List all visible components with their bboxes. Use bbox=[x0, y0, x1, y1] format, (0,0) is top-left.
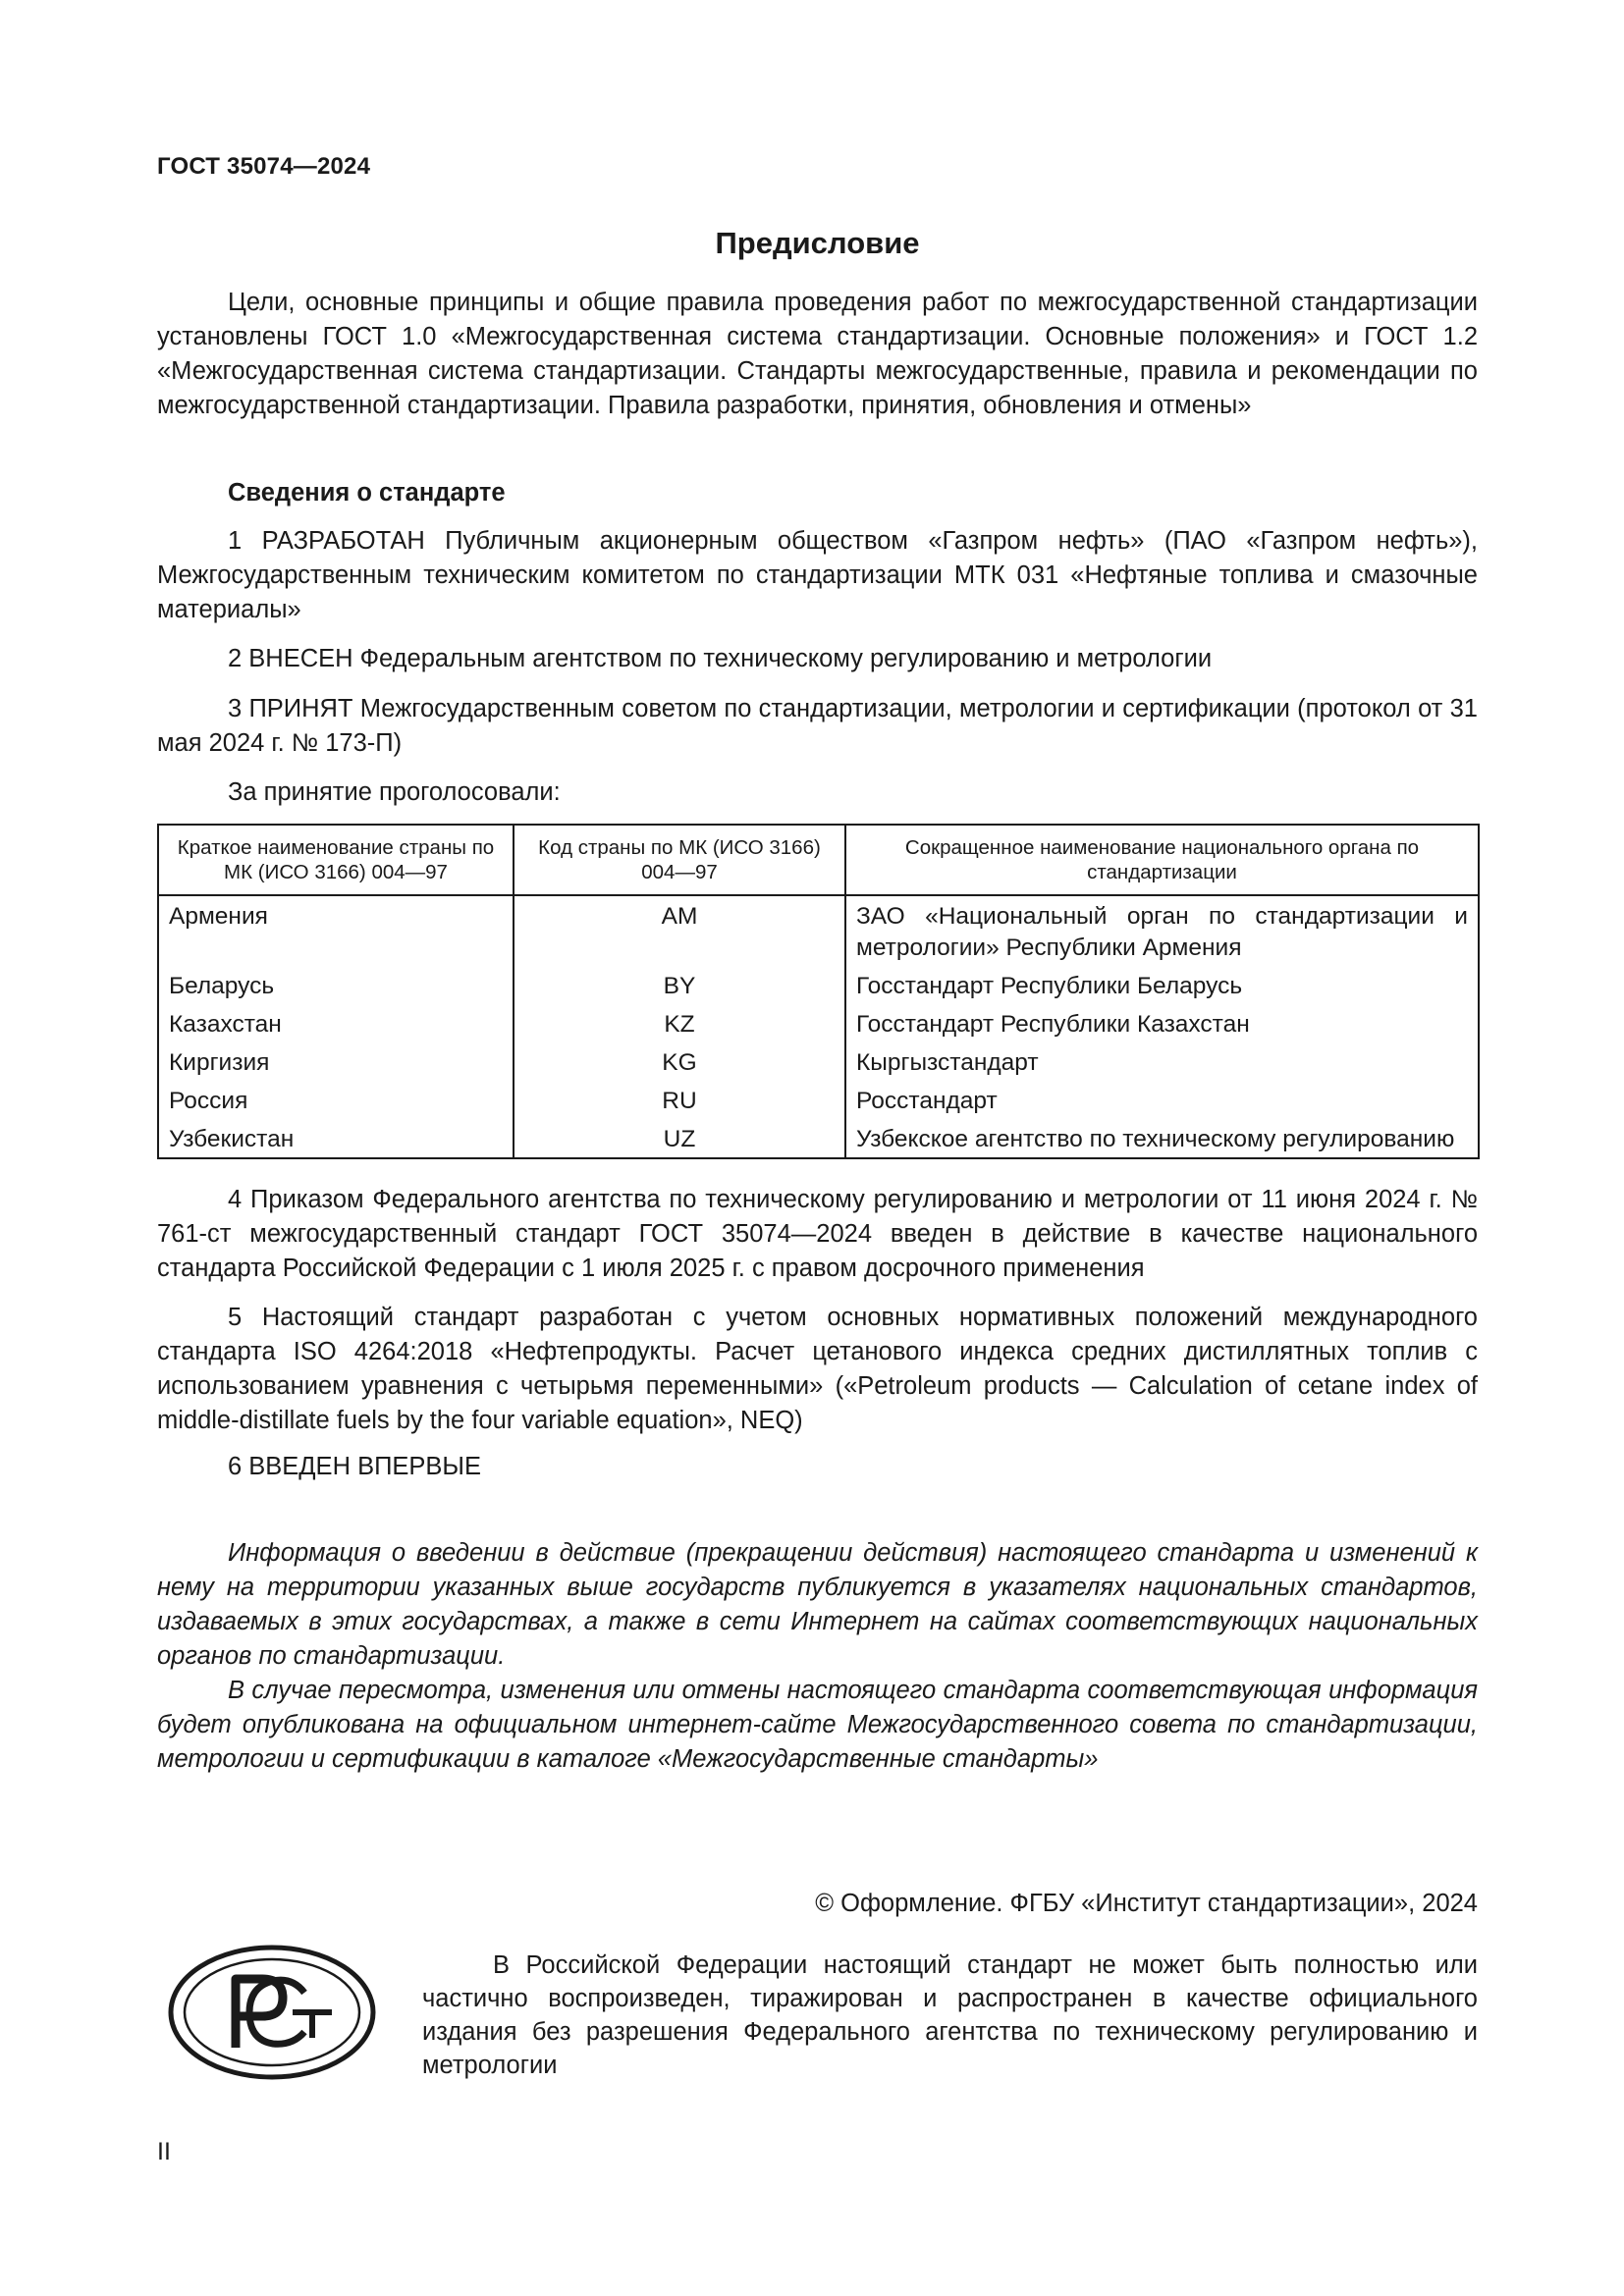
table-row bbox=[158, 966, 1479, 1004]
italic-note-1: Информация о введении в действие (прекращении действия) настоящего стандарта и изменений к нему на территории указанных выше государств публикуется в указателях национальных стандартов, издаваемых в этих государствах, а также в сети Интернет на сайтах соответствующих национальных органов по стандартизации. bbox=[157, 1539, 1478, 1670]
cell-organ: ЗАО «Национальный орган по стандартизации и метрологии» Республики Армения bbox=[845, 895, 1479, 966]
cell-country: Армения bbox=[158, 895, 514, 966]
cell-country: Узбекистан bbox=[158, 1119, 514, 1158]
cell-organ: Госстандарт Республики Казахстан bbox=[845, 1004, 1479, 1042]
table-header-organ: Сокращенное наименование национального органа по стандартизации bbox=[845, 825, 1479, 895]
rst-logo-icon bbox=[167, 1944, 378, 2081]
item-1-text: 1 РАЗРАБОТАН Публичным акционерным обществом «Газпром нефть» (ПАО «Газпром нефть»), Межгосударственным техническим комитетом по стандартизации МТК 031 «Нефтяные топлива и смазочные материалы» bbox=[157, 527, 1478, 623]
legal-text: В Российской Федерации настоящий стандарт не может быть полностью или частично воспроизведен, тиражирован и распространен в качестве официального издания без разрешения Федерального агентства по техническому регулированию и метрологии bbox=[422, 1951, 1478, 2079]
table-header-code: Код страны по МК (ИСО 3166) 004—97 bbox=[514, 825, 845, 895]
italic-note-2: В случае пересмотра, изменения или отмены настоящего стандарта соответствующая информация будет опубликована на официальном интернет-сайте Межгосударственного совета по стандартизации, метрологии и сертификации в каталоге «Межгосударственные стандарты» bbox=[157, 1677, 1478, 1773]
cell-code: UZ bbox=[514, 1119, 845, 1158]
item-3-text: 3 ПРИНЯТ Межгосударственным советом по стандартизации, метрологии и сертификации (протокол от 31 мая 2024 г. № 173-П) bbox=[157, 695, 1478, 757]
legal-notice bbox=[422, 1949, 1478, 2082]
vote-intro: За принятие проголосовали: bbox=[228, 778, 561, 806]
table-row bbox=[158, 895, 1479, 966]
cell-organ: Кыргызстандарт bbox=[845, 1042, 1479, 1081]
item-5 bbox=[157, 1301, 1478, 1438]
copyright-line: © Оформление. ФГБУ «Институт стандартизации», 2024 bbox=[815, 1890, 1478, 1917]
document-code: ГОСТ 35074—2024 bbox=[157, 153, 371, 180]
item-3 bbox=[157, 692, 1478, 761]
cell-organ: Госстандарт Республики Беларусь bbox=[845, 966, 1479, 1004]
cell-country: Киргизия bbox=[158, 1042, 514, 1081]
intro-text: Цели, основные принципы и общие правила проведения работ по межгосударственной стандартизации установлены ГОСТ 1.0 «Межгосударственная система стандартизации. Основные положения» и ГОСТ 1.2 «Межгосударственная система стандартизации. Стандарты межгосударственные, правила и рекомендации по межгосударственной стандартизации. Правила разработки, принятия, обновления и отмены» bbox=[157, 289, 1478, 419]
table-row bbox=[158, 1081, 1479, 1119]
table-row bbox=[158, 1042, 1479, 1081]
table-row bbox=[158, 1004, 1479, 1042]
table-row bbox=[158, 1119, 1479, 1158]
cell-country: Россия bbox=[158, 1081, 514, 1119]
page-title: Предисловие bbox=[715, 226, 920, 260]
cell-country: Беларусь bbox=[158, 966, 514, 1004]
intro-paragraph bbox=[157, 286, 1478, 423]
cell-code: KG bbox=[514, 1042, 845, 1081]
item-2: 2 ВНЕСЕН Федеральным агентством по техническому регулированию и метрологии bbox=[228, 645, 1213, 672]
table-header-country: Краткое наименование страны по МК (ИСО 3166) 004—97 bbox=[158, 825, 514, 895]
cell-code: RU bbox=[514, 1081, 845, 1119]
cell-organ: Узбекское агентство по техническому регулированию bbox=[845, 1119, 1479, 1158]
voting-table bbox=[157, 824, 1480, 1159]
cell-organ: Росстандарт bbox=[845, 1081, 1479, 1119]
cell-code: AM bbox=[514, 895, 845, 966]
cell-code: BY bbox=[514, 966, 845, 1004]
italic-notes bbox=[157, 1536, 1478, 1777]
cell-code: KZ bbox=[514, 1004, 845, 1042]
page-number: II bbox=[157, 2138, 171, 2165]
cell-country: Казахстан bbox=[158, 1004, 514, 1042]
info-heading: Сведения о стандарте bbox=[228, 479, 506, 507]
item-4 bbox=[157, 1183, 1478, 1286]
item-4-text: 4 Приказом Федерального агентства по техническому регулированию и метрологии от 11 июня 2024 г. № 761-ст межгосударственный стандарт ГОСТ 35074—2024 введен в действие в качестве национального стандарта Российской Федерации с 1 июля 2025 г. с правом досрочного применения bbox=[157, 1186, 1478, 1282]
table-header-row bbox=[158, 825, 1479, 895]
item-1 bbox=[157, 524, 1478, 627]
item-6: 6 ВВЕДЕН ВПЕРВЫЕ bbox=[228, 1453, 482, 1480]
item-5-text: 5 Настоящий стандарт разработан с учетом основных нормативных положений международного стандарта ISO 4264:2018 «Нефтепродукты. Расчет цетанового индекса средних дистиллятных топлив с использованием уравнения с четырьмя переменными» («Petroleum products — Calculation of cetane index of middle-distillate fuels by the four variable equation», NEQ) bbox=[157, 1304, 1478, 1434]
